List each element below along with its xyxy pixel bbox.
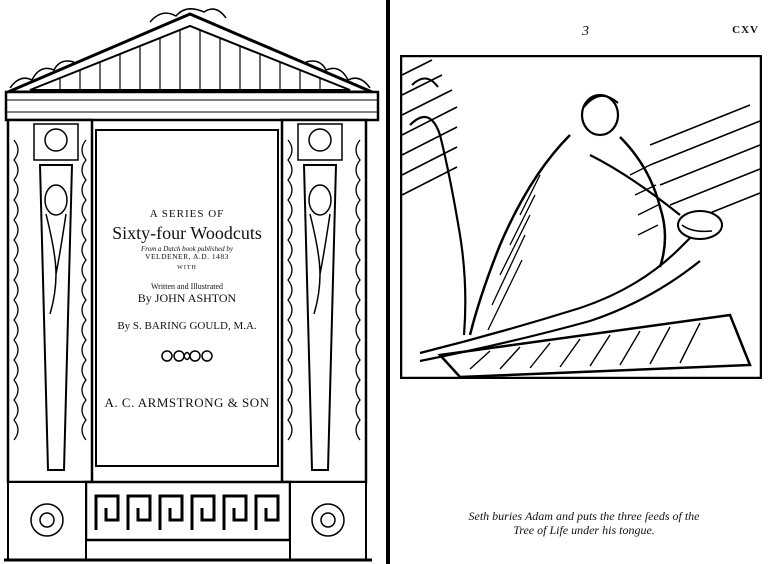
- book-title: Sixty-four Woodcuts: [112, 222, 262, 243]
- folio-numeral: CXV: [732, 24, 759, 36]
- ornament-icon: [157, 346, 217, 366]
- source-line: From a Dutch book published by: [140, 245, 234, 254]
- title-panel: [97, 132, 277, 464]
- title-page: [0, 0, 386, 564]
- publisher: A. C. ARMSTRONG & SON: [104, 394, 270, 410]
- woodcut-page: [390, 0, 777, 564]
- caption-line-1: Seth buries Adam and puts the three ſeeds of the: [468, 509, 700, 523]
- series-heading: A SERIES OF: [149, 208, 225, 220]
- veldener-line: VELDENER, A.D. 1483: [145, 252, 229, 262]
- caption-line-2: Tree of Life under his tongue.: [513, 522, 655, 537]
- woodcut-illustration: [400, 55, 762, 379]
- with-line: WITH: [177, 265, 197, 271]
- author-baring-gould: By S. BARING GOULD, M.A.: [117, 319, 257, 332]
- author-ashton: By JOHN ASHTON: [137, 291, 237, 306]
- written-line: Written and Illustrated: [150, 281, 224, 291]
- woodcut-caption: [418, 510, 750, 538]
- page-number: 3: [582, 24, 589, 39]
